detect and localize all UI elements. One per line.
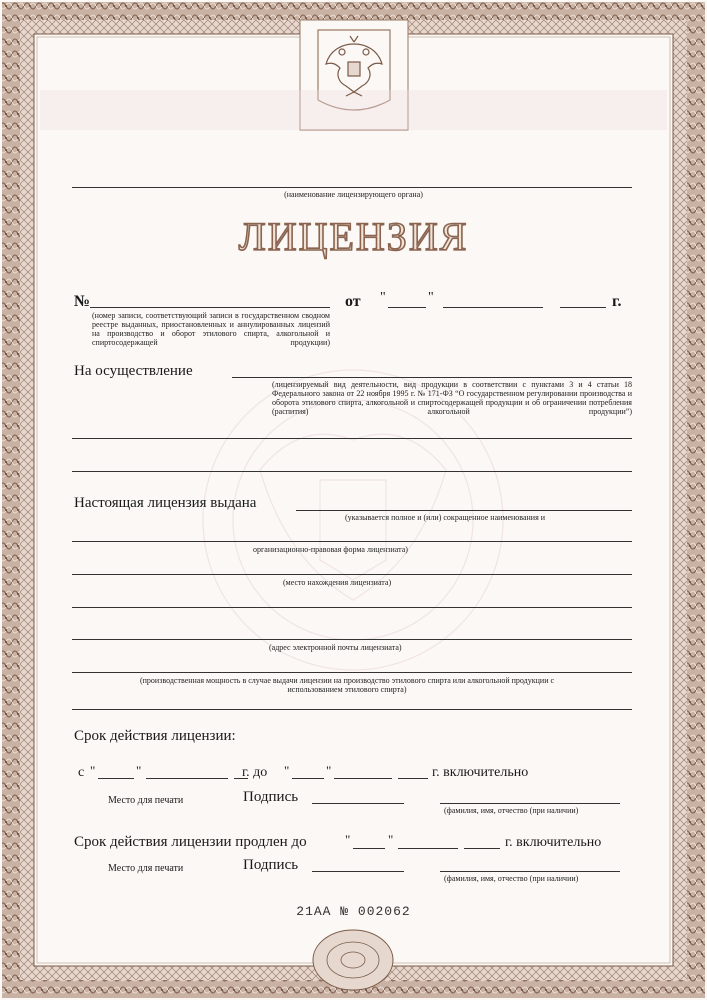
activity-label: На осуществление [74, 363, 193, 379]
from-quote-open: " [90, 763, 96, 778]
issued-field[interactable] [296, 510, 632, 511]
year-field[interactable] [560, 307, 606, 308]
issued-caption-2: организационно-правовая форма лицензиата) [253, 545, 408, 554]
serial-number: 21АА № 002062 [296, 904, 411, 919]
activity-field[interactable] [232, 377, 632, 378]
ext-month-field[interactable] [398, 848, 458, 849]
extended-label: Срок действия лицензии продлен до [74, 834, 307, 850]
number-sign: № [74, 293, 91, 310]
validity-label: Срок действия лицензии: [74, 728, 236, 744]
location-caption: (место нахождения лицензиата) [283, 578, 392, 587]
email-caption: (адрес электронной почты лицензиата) [269, 643, 402, 652]
issued-line-2[interactable] [72, 541, 632, 542]
from-label: с [78, 765, 85, 780]
activity-caption: (лицензируемый вид деятельности, вид продукции в соответствии с пунктами 3 и 4 статьи 18 Федерального закона от 22 ноября 1995 г. № 171-ФЗ “О государственном регулировании производства и оборота этилового спирта, алкогольной и спиртосодержащей продукции и об ограничении потребления (распития) алкогольной продукции”) [272, 380, 632, 416]
to-quote-open: " [284, 763, 290, 778]
ext-quote-close: " [388, 832, 394, 847]
coat-of-arms-icon [320, 34, 388, 104]
signature-field-2[interactable] [312, 871, 404, 872]
title-text: ЛИЦЕНЗИЯ [238, 214, 469, 259]
quote-close: " [428, 290, 434, 305]
to-month-field[interactable] [334, 778, 392, 779]
issued-label: Настоящая лицензия выдана [74, 495, 257, 511]
from-month-field[interactable] [146, 778, 228, 779]
ext-year-field[interactable] [464, 848, 500, 849]
inclusive-label: г. включительно [432, 765, 529, 780]
ext-inclusive-label: г. включительно [505, 835, 602, 850]
stamp-place-2: Место для печати [108, 863, 184, 874]
location-line[interactable] [72, 574, 632, 575]
email-line[interactable] [72, 639, 632, 640]
number-caption: (номер записи, соответствующий записи в государственном сводном реестре выданных, приостановленных и аннулированных лицензий на производство и оборот этилового спирта, алкогольной и спиртосодержащей продукции) [92, 311, 330, 347]
signature-label-2: Подпись [243, 857, 299, 873]
month-field[interactable] [443, 307, 543, 308]
from-day-field[interactable] [98, 778, 134, 779]
fio-field-2[interactable] [440, 871, 620, 872]
capacity-line[interactable] [72, 672, 632, 673]
to-year-field[interactable] [398, 778, 428, 779]
from-quote-close: " [136, 763, 142, 778]
ext-quote-open: " [345, 832, 351, 847]
quote-open: " [380, 290, 386, 305]
authority-caption: (наименование лицензирующего органа) [284, 190, 423, 199]
stamp-place-1: Место для печати [108, 795, 184, 806]
page-title [0, 212, 707, 267]
fio-caption-2: (фамилия, имя, отчество (при наличии) [444, 874, 579, 883]
fio-caption-1: (фамилия, имя, отчество (при наличии) [444, 806, 579, 815]
fio-field-1[interactable] [440, 803, 620, 804]
signature-field-1[interactable] [312, 803, 404, 804]
g-do-label: г. до [242, 765, 268, 780]
to-quote-close: " [326, 763, 332, 778]
record-number-field[interactable] [90, 307, 330, 308]
ext-day-field[interactable] [353, 848, 385, 849]
activity-line-3[interactable] [72, 471, 632, 472]
issued-caption-1: (указывается полное и (или) сокращенное наименования и [345, 513, 546, 522]
capacity-caption: (производственная мощность в случае выдачи лицензии на производство этилового спирта или алкогольной продукции с использованием этилового спирта) [139, 676, 555, 694]
location-line-2[interactable] [72, 607, 632, 608]
year-suffix: г. [612, 293, 622, 310]
ot-label: от [345, 293, 361, 310]
capacity-line-2[interactable] [72, 709, 632, 710]
authority-line[interactable] [72, 187, 632, 188]
to-day-field[interactable] [292, 778, 324, 779]
activity-line-2[interactable] [72, 438, 632, 439]
day-field[interactable] [388, 307, 426, 308]
signature-label-1: Подпись [243, 789, 299, 805]
